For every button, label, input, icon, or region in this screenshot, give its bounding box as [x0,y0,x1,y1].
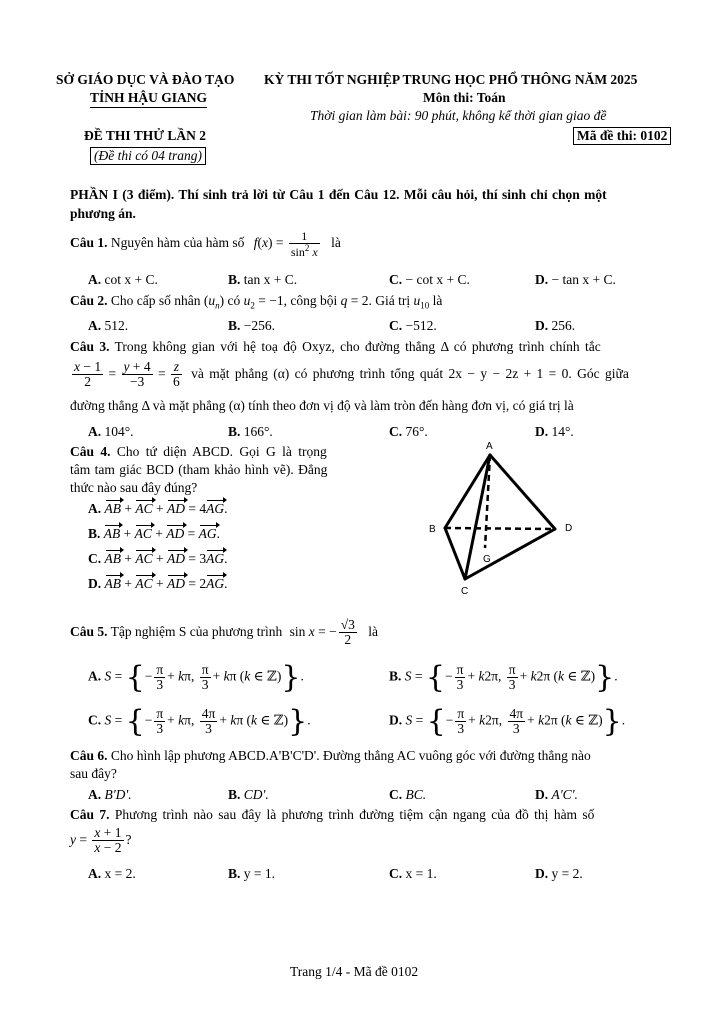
department-line1: SỞ GIÁO DỤC VÀ ĐÀO TẠO [56,72,235,87]
part1-title: PHẦN I (3 điểm). Thí sinh trả lời từ Câu 1 đến Câu 12. Mỗi câu hỏi, thí sinh chỉ chọn một [70,187,607,202]
exam-name: KỲ THI TỐT NGHIỆP TRUNG HỌC PHỔ THÔNG NĂM 2025 [264,72,638,87]
question-5: Câu 5. Tập nghiệm S của phương trình sin x = − $\frac{√3}{2}$ là [70,617,379,648]
vertex-label-a: A [486,441,493,452]
tetrahedron-figure [415,438,605,600]
q1-option-a[interactable]: A. cot x + C. [88,272,158,287]
vertex-label-b: B [429,524,436,535]
q5-option-d[interactable]: D. S = {− $\frac{\pi}{3}$ + k2π, $\frac{4\pi}{3}$ + k2π (k ∈ ℤ)}. [389,704,626,739]
question-3-line2: $\frac{x - 1}{2}$ = $\frac{y + 4}{-3}$ = $\frac{z}{6}$ và mặt phẳng (α) có phương trình tổng quát 2x − y − 2z + 1 = 0. Góc giữa [74,359,629,390]
q4-option-a[interactable]: A. AB + AC + AD = 4AG. [88,501,228,516]
trial-title: ĐỀ THI THỬ LẦN 2 [84,128,207,143]
q7-option-d[interactable]: D. y = 2. [535,866,583,881]
question-6-line1: Câu 6. Cho hình lập phương ABCD.A'B'C'D'. Đường thẳng AC vuông góc với đường thẳng nào [70,748,591,763]
vertex-label-g: G [483,554,491,565]
q1-text: Nguyên hàm của hàm số [110,235,245,251]
question-4-line1: Câu 4. Cho tứ diện ABCD. Gọi G là trọng [70,444,327,459]
q2-option-c[interactable]: C. −512. [389,318,437,333]
question-4-line2: tâm tam giác BCD (tham khảo hình vẽ). Đẳng [70,462,328,477]
q4-option-d[interactable]: D. AB + AC + AD = 2AG. [88,576,228,591]
question-2: Câu 2. Cho cấp số nhân $(u_n)$ có $u_2 = -1$, công bội q = 2. Giá trị $u_{10}$ là [70,293,443,311]
page-footer: Trang 1/4 - Mã đề 0102 [290,964,419,979]
exam-code: Mã đề thi: 0102 [573,127,671,145]
q5-option-a[interactable]: A. S = {− $\frac{\pi}{3}$ + kπ, $\frac{\pi}{3}$ + kπ (k ∈ ℤ)}. [88,660,304,695]
question-7-function: y = $\frac{x + 1}{x - 2}$ ? [70,825,132,856]
question-3-line3: đường thẳng Δ và mặt phẳng (α) tính theo đơn vị độ và làm tròn đến hàng đơn vị, có giá trị là [70,398,574,413]
part1-title-cont: phương án. [70,206,136,221]
q3-option-d[interactable]: D. 14°. [535,424,574,439]
q3-option-a[interactable]: A. 104°. [88,424,134,439]
q4-option-b[interactable]: B. AB + AC + AD = AG. [88,526,221,541]
q6-option-b[interactable]: B. CD'. [228,787,269,802]
department-line2: TỈNH HẬU GIANG [90,90,207,108]
q5-option-b[interactable]: B. S = {− $\frac{\pi}{3}$ + k2π, $\frac{\pi}{3}$ + k2π (k ∈ ℤ)}. [389,660,618,695]
q6-option-c[interactable]: C. BC. [389,787,427,802]
q3-option-b[interactable]: B. 166°. [228,424,273,439]
vertex-label-d: D [565,523,573,534]
question-1: Câu 1. Nguyên hàm của hàm số f(x) = $\frac{1}{\sin^2 x}$ là [70,229,341,259]
question-3-line1: Câu 3. Trong không gian với hệ toạ độ Oxyz, cho đường thẳng Δ có phương trình chính tắc [70,339,601,354]
question-7-line1: Câu 7. Phương trình nào sau đây là phương trình đường tiệm cận ngang của đồ thị hàm số [70,807,595,822]
q1-option-c[interactable]: C. − cot x + C. [389,272,470,287]
q7-option-c[interactable]: C. x = 1. [389,866,437,881]
q2-option-a[interactable]: A. 512. [88,318,129,333]
q2-option-d[interactable]: D. 256. [535,318,576,333]
subject: Môn thi: Toán [423,90,506,105]
exam-time: Thời gian làm bài: 90 phút, không kể thời gian giao đề [310,108,607,123]
q3-option-c[interactable]: C. 76°. [389,424,428,439]
q5-option-c[interactable]: C. S = {− $\frac{\pi}{3}$ + kπ, $\frac{4\pi}{3}$ + kπ (k ∈ ℤ)}. [88,704,311,739]
q2-option-b[interactable]: B. −256. [228,318,276,333]
vertex-label-c: C [461,586,469,597]
question-4-line3: thức nào sau đây đúng? [70,480,198,495]
q7-option-a[interactable]: A. x = 2. [88,866,136,881]
q1-option-d[interactable]: D. − tan x + C. [535,272,616,287]
question-6-line2: sau đây? [70,766,117,781]
q1-label: Câu 1. [70,235,108,251]
q1-suffix: là [331,235,341,251]
q1-option-b[interactable]: B. tan x + C. [228,272,298,287]
pages-note: (Đề thi có 04 trang) [90,147,206,165]
q6-option-d[interactable]: D. A'C'. [535,787,578,802]
q7-option-b[interactable]: B. y = 1. [228,866,276,881]
q6-option-a[interactable]: A. B'D'. [88,787,132,802]
q4-option-c[interactable]: C. AB + AC + AD = 3AG. [88,551,228,566]
